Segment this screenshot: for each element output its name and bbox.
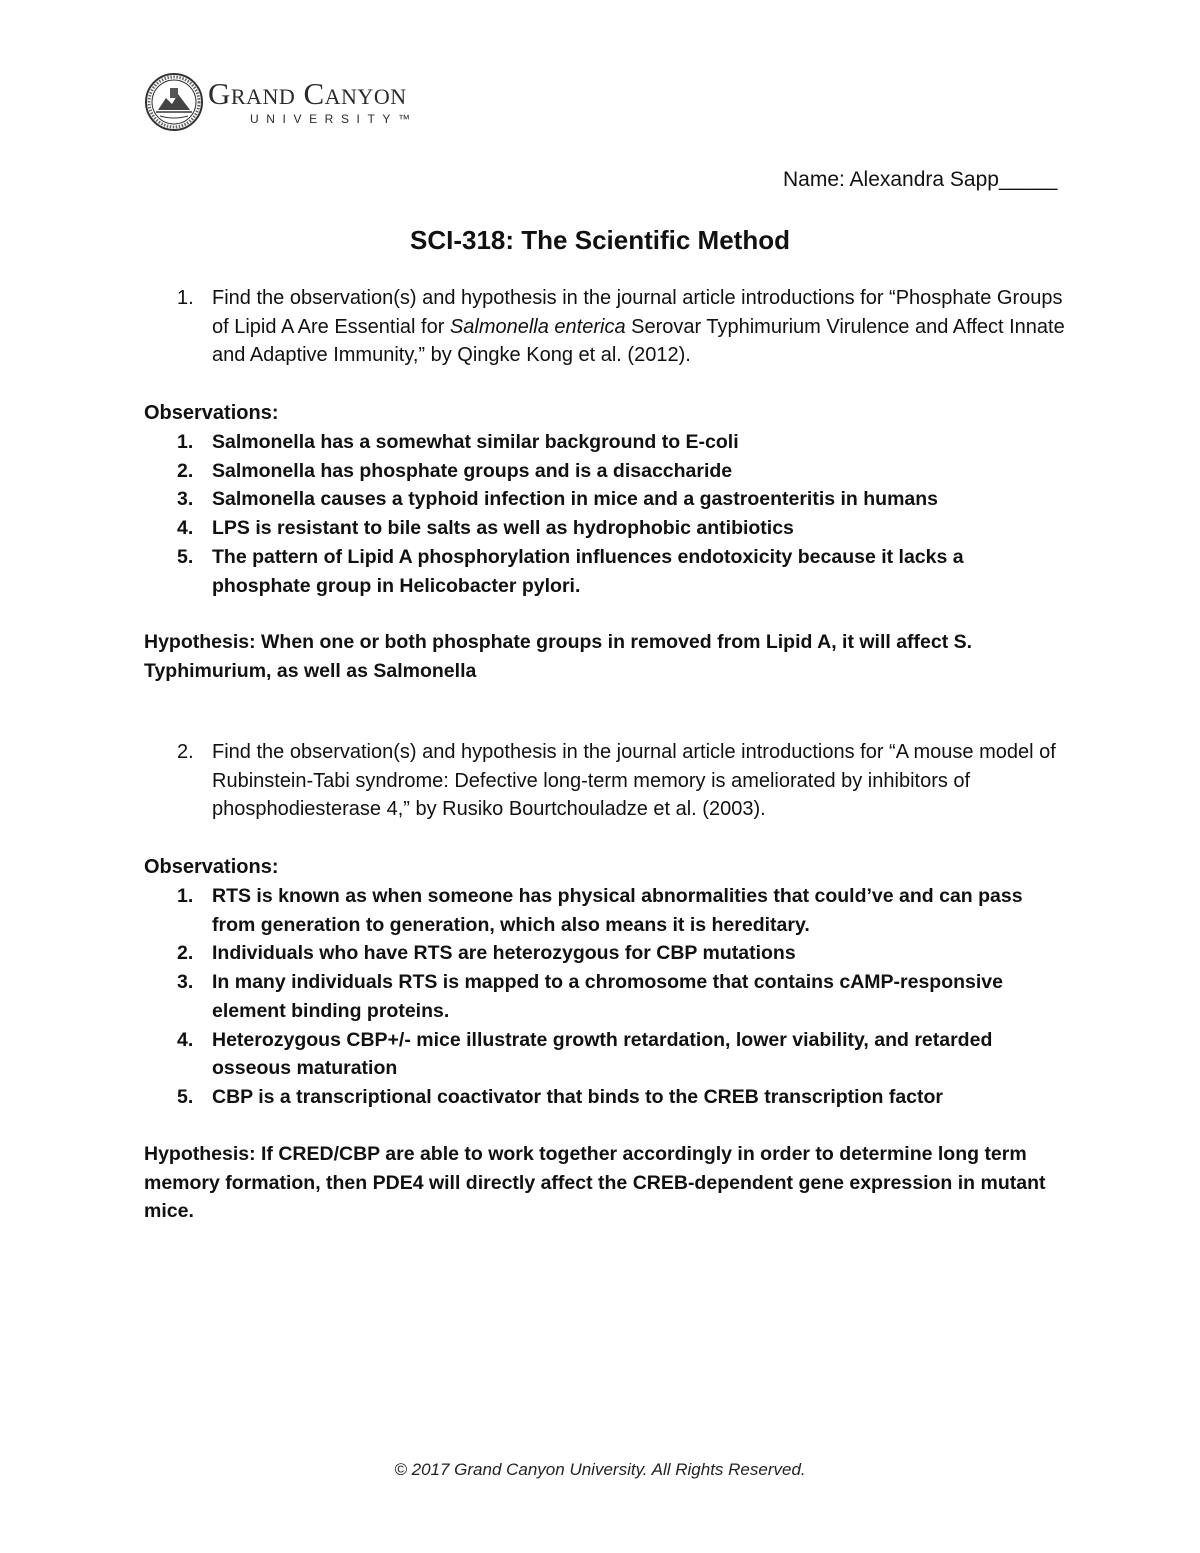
question-1-number: 1. [177, 287, 194, 309]
list-item-text: Salmonella has phosphate groups and is a disaccharide [212, 459, 733, 482]
list-item [177, 543, 1057, 600]
question-2-number: 2. [177, 741, 194, 763]
university-logo [144, 70, 418, 134]
observations-list-2 [177, 882, 1057, 1112]
list-item-text: The pattern of Lipid A phosphorylation influences endotoxicity because it lacks a phosphate group in Helicobacter pylori. [212, 545, 964, 597]
list-item-number: 3. [177, 488, 194, 511]
list-item [177, 485, 1057, 514]
question-1 [177, 284, 1077, 370]
student-name-line: Name: Alexandra Sapp_____ [783, 168, 1058, 191]
logo-wordmark-sub: UNIVERSITY™ [250, 112, 418, 126]
list-item [177, 939, 1057, 968]
list-item-number: 2. [177, 942, 194, 965]
list-item-text: RTS is known as when someone has physical abnormalities that could’ve and can pass from generation to generation, which also means it is hereditary. [212, 885, 1023, 936]
list-item [177, 428, 1057, 457]
copyright-footer: © 2017 Grand Canyon University. All Rights Reserved. [394, 1460, 806, 1479]
list-item-number: 4. [177, 1028, 194, 1051]
list-item [177, 1083, 1057, 1112]
list-item [177, 514, 1057, 543]
list-item-number: 5. [177, 545, 194, 568]
observations-heading-1: Observations: [144, 402, 279, 424]
list-item-number: 2. [177, 459, 194, 482]
page-title: SCI-318: The Scientific Method [410, 225, 790, 255]
question-1-text-part2: Serovar Typhimurium Virulence and Affect Innate and Adaptive Immunity,” by Qingke Kong et al. (2012). [212, 315, 1065, 367]
logo-wordmark-main: Grand Canyon [208, 76, 407, 111]
list-item-number: 3. [177, 971, 194, 994]
list-item [177, 968, 1057, 1025]
question-2 [177, 738, 1077, 824]
list-item-text: Salmonella causes a typhoid infection in mice and a gastroenteritis in humans [212, 488, 939, 511]
logo-wordmark [208, 77, 418, 127]
list-item-text: In many individuals RTS is mapped to a chromosome that contains cAMP-responsive element binding proteins. [212, 971, 1003, 1022]
observations-list-1 [177, 428, 1057, 600]
list-item [177, 457, 1057, 486]
list-item [177, 1026, 1057, 1083]
list-item-text: Individuals who have RTS are heterozygous for CBP mutations [212, 942, 796, 965]
list-item-text: CBP is a transcriptional coactivator that binds to the CREB transcription factor [212, 1085, 944, 1108]
list-item-text: Salmonella has a somewhat similar background to E-coli [212, 431, 739, 453]
hypothesis-1: Hypothesis: When one or both phosphate groups in removed from Lipid A, it will affect S. Typhimurium, as well as Salmonella [144, 631, 973, 682]
question-1-text-italic: Salmonella enterica [449, 315, 626, 338]
list-item-number: 1. [177, 431, 194, 453]
list-item-number: 1. [177, 885, 194, 907]
hypothesis-2: Hypothesis: If CRED/CBP are able to work together accordingly in order to determine long term memory formation, then PDE4 will directly affect the CREB-dependent gene expression in mutant mice. [144, 1143, 1046, 1223]
list-item [177, 882, 1057, 939]
list-item-text: LPS is resistant to bile salts as well as hydrophobic antibiotics [212, 517, 794, 540]
list-item-number: 4. [177, 517, 194, 540]
question-2-text: Find the observation(s) and hypothesis in the journal article introductions for “A mouse model of Rubinstein-Tabi syndrome: Defective long-term memory is ameliorated by inhibitors of phosphodiesterase 4,” by Rusiko Bourtchouladze et al. (2003). [212, 741, 1056, 821]
list-item-text: Heterozygous CBP+/- mice illustrate growth retardation, lower viability, and retarded osseous maturation [212, 1028, 993, 1080]
question-1-text [212, 284, 1077, 370]
university-seal-icon [144, 72, 204, 132]
question-1-text-part1: Find the observation(s) and hypothesis in the journal article introductions for “Phosphate Groups of Lipid A Are Essential for [212, 287, 1063, 338]
observations-heading-2: Observations: [144, 856, 279, 878]
list-item-number: 5. [177, 1085, 194, 1108]
